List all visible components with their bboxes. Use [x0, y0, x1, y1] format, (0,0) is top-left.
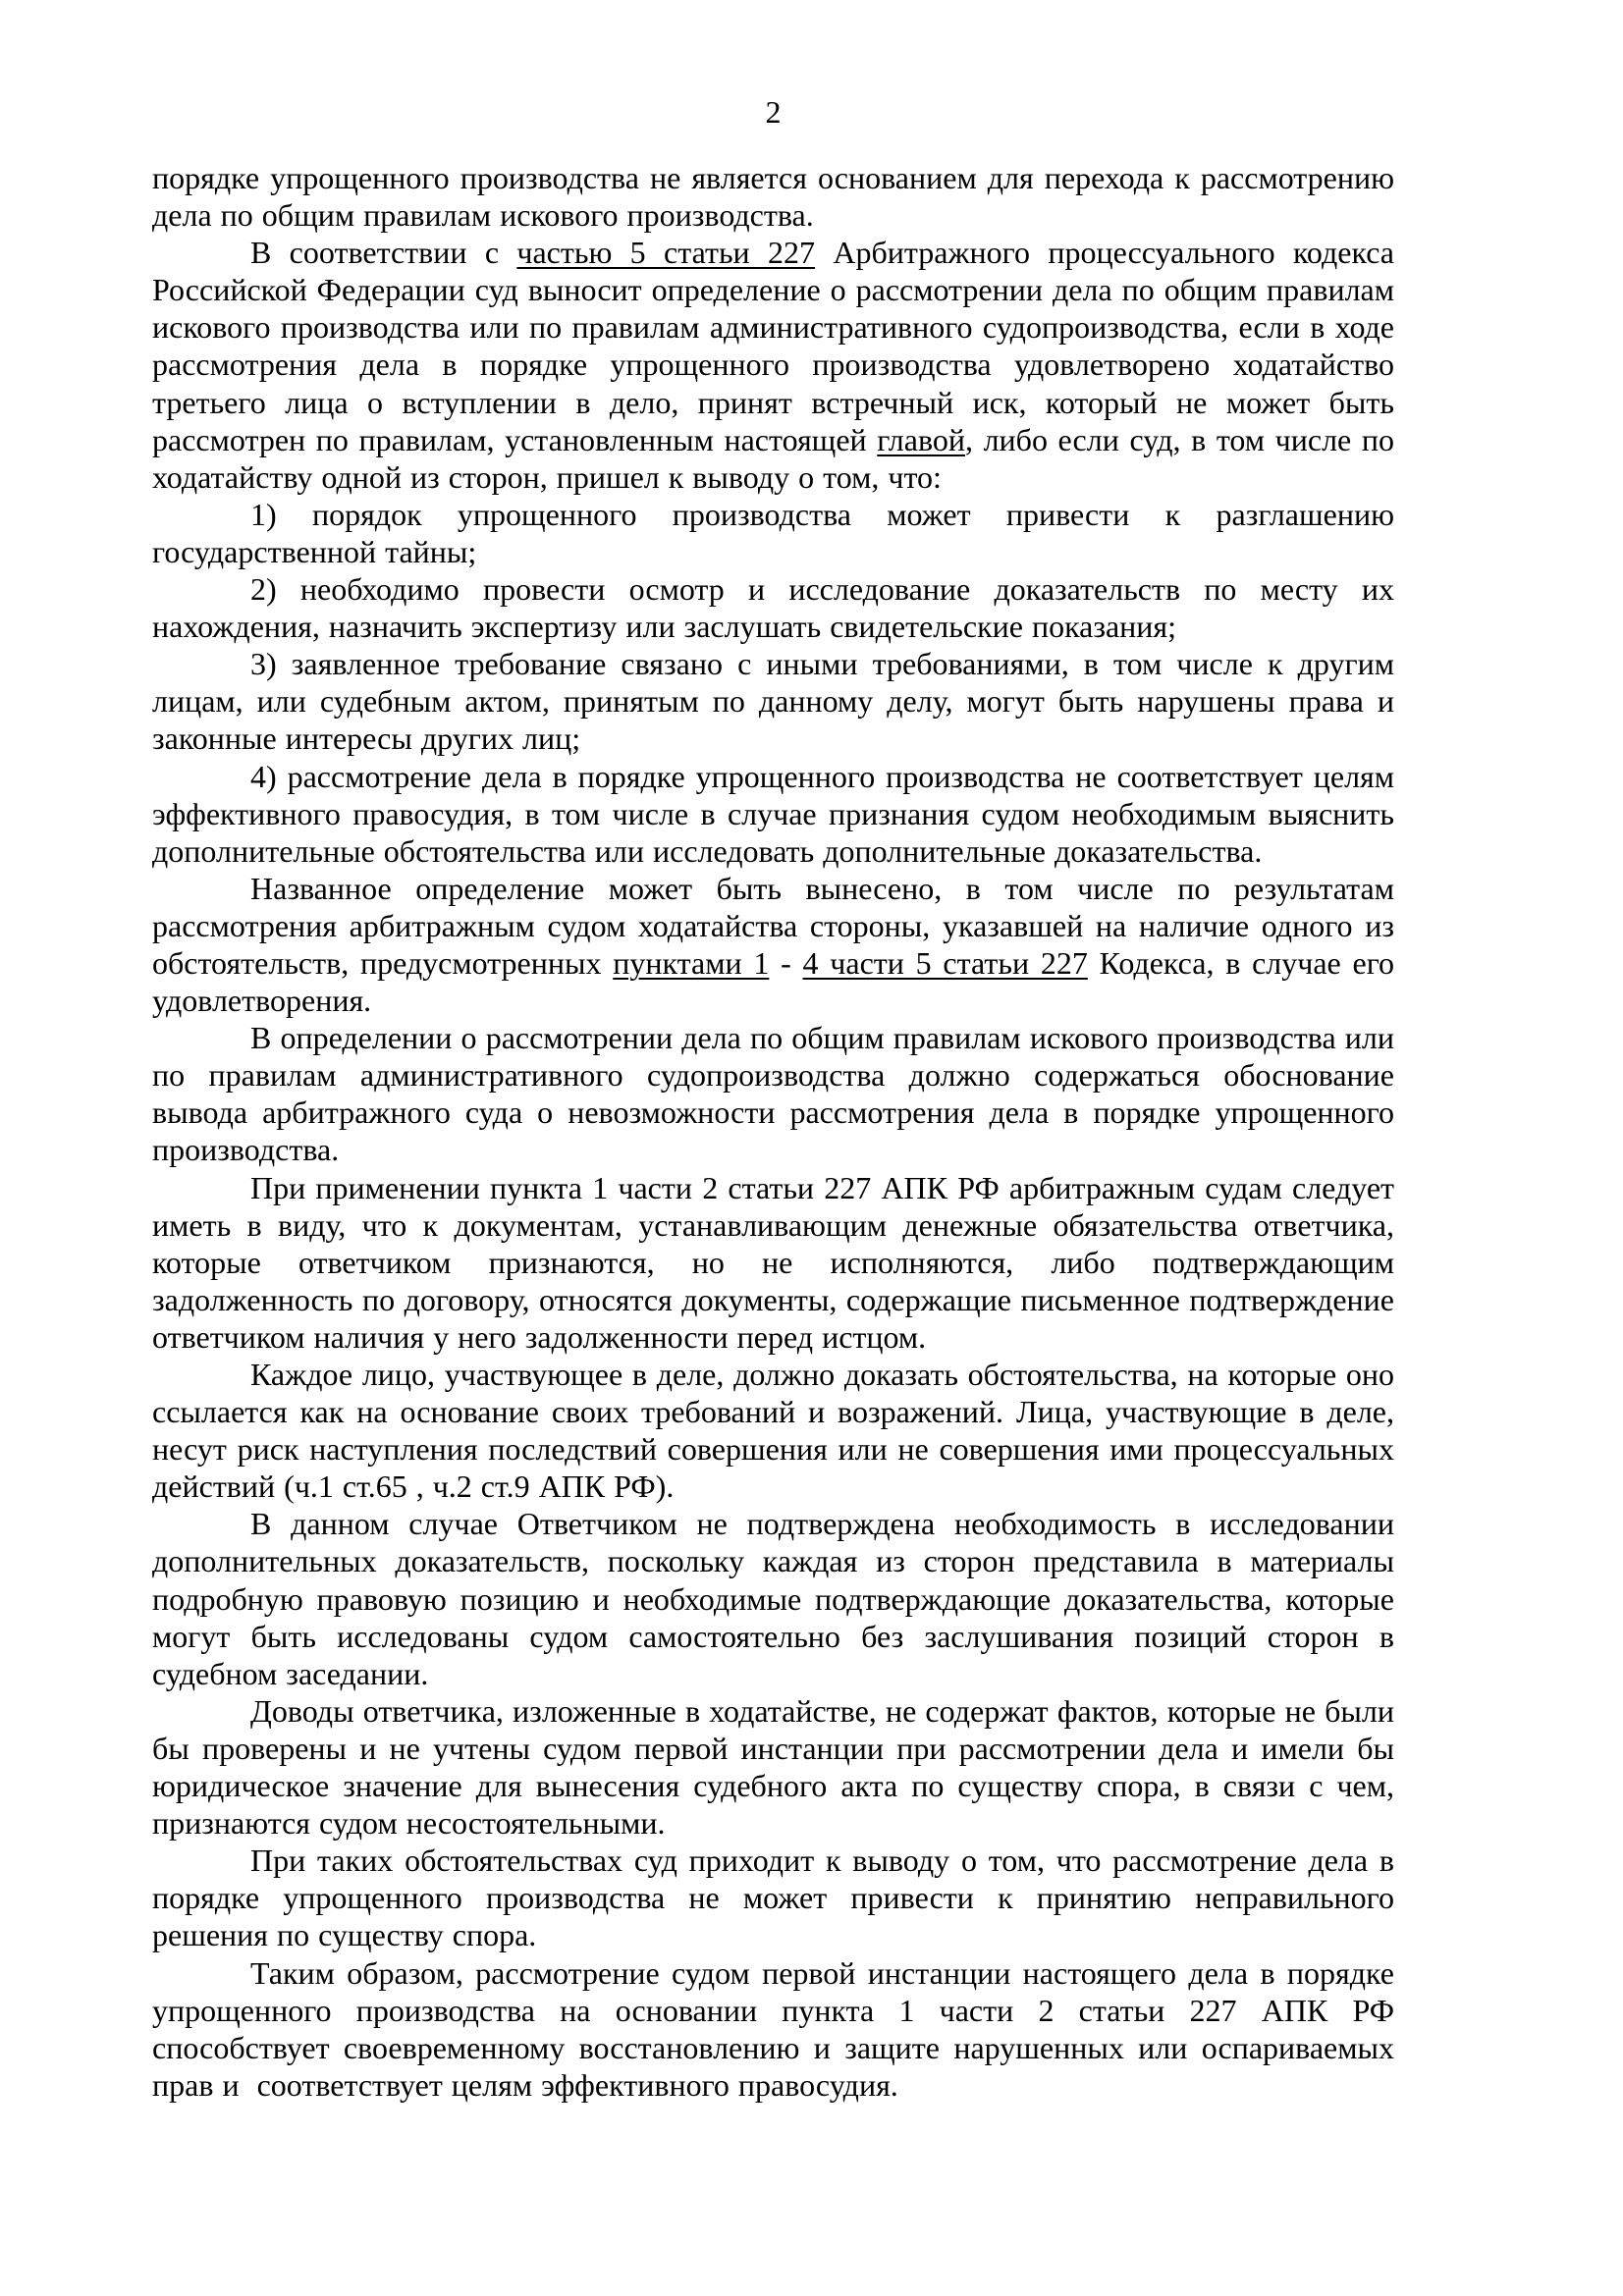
para-point-3: [152, 645, 1394, 757]
text-run: При таких обстоятельствах суд приходит к выводу о том, что рассмотрение дела в порядке упрощенного производства не может привести к принятию неправильного решения по существу спора.: [152, 1842, 1394, 1953]
para-intro-continuation: [152, 159, 1394, 234]
text-run: В определении о рассмотрении дела по общим правилам искового производства или по правилам административного судопроизводства должно содержаться обоснование вывода арбитражного суда о невозможности рассмотрения дела в порядке упрощенного производства.: [152, 1020, 1394, 1168]
text-run: В данном случае Ответчиком не подтверждена необходимость в исследовании дополнительных доказательств, поскольку каждая из сторон представила в материалы подробную правовую позицию и необходимые подтверждающие доказательства, которые могут быть исследованы судом самостоятельно без заслушивания позиций сторон в судебном заседании.: [152, 1506, 1394, 1691]
text-run: -: [769, 944, 803, 981]
para-determination-content: [152, 1019, 1394, 1168]
para-apk-application: [152, 1169, 1394, 1356]
text-run: Арбитражного процессуального кодекса Российской Федерации суд выносит определение о рассмотрении дела по общим правилам искового производства или по правилам административного судопроизводства, если в ходе рассмотрения дела в порядке упрощенного производства удовлетворено ходатайство третьего лица о вступлении в дело, принят встречный иск, который не может быть рассмотрен по правилам, установленным настоящей: [152, 235, 1394, 457]
underlined-legal-reference: 4 части 5 статьи 227: [802, 944, 1088, 981]
page-number: 2: [765, 94, 782, 130]
text-run: порядке упрощенного производства не является основанием для перехода к рассмотрению дела по общим правилам искового производства.: [152, 160, 1394, 234]
text-run: 1) порядок упрощенного производства может привести к разглашению государственной тайны;: [152, 496, 1394, 569]
text-run: В соответствии с: [250, 235, 517, 271]
text-run: Таким образом, рассмотрение судом первой инстанции настоящего дела в порядке упрощенного производства на основании пункта 1 части 2 статьи 227 АПК РФ способствует своевременному восстановлению и защите нарушенных или оспариваемых прав и соответствует целям эффективного правосудия.: [152, 1954, 1394, 2103]
text-run: При применении пункта 1 части 2 статьи 227 АПК РФ арбитражным судам следует иметь в виду, что к документам, устанавливающим денежные обязательства ответчика, которые ответчиком признаются, но не исполняются, либо подтверждающим задолженность по договору, относятся документы, содержащие письменное подтверждение ответчиком наличия у него задолженности перед истцом.: [152, 1169, 1394, 1355]
para-point-2: [152, 570, 1394, 645]
text-run: , либо если суд, в том числе по ходатайству одной из сторон, пришел к выводу о том, что:: [152, 421, 1395, 495]
text-run: Названное определение может быть вынесено, в том числе по результатам рассмотрения арбитражным судом ходатайства стороны, указавшей на наличие одного из обстоятельств, предусмотренных: [152, 870, 1394, 981]
underlined-legal-reference: главой: [877, 421, 965, 457]
para-respondent-arguments: [152, 1692, 1394, 1842]
underlined-legal-reference: частью 5 статьи 227: [516, 235, 815, 271]
para-respondent-evidence: [152, 1505, 1394, 1691]
para-burden-of-proof: [152, 1356, 1394, 1505]
document-body: [152, 159, 1394, 2104]
para-final-conclusion: [152, 1954, 1394, 2104]
text-run: 3) заявленное требование связано с иными требованиями, в том числе к другим лицам, или судебным актом, принятым по данному делу, могут быть нарушены права и законные интересы других лиц;: [152, 646, 1394, 757]
para-point-1: [152, 496, 1394, 570]
para-point-4: [152, 758, 1394, 870]
text-run: 2) необходимо провести осмотр и исследование доказательств по месту их нахождения, назначить экспертизу или заслушать свидетельские показания;: [152, 571, 1394, 645]
para-court-conclusion: [152, 1842, 1394, 1953]
text-run: Каждое лицо, участвующее в деле, должно доказать обстоятельства, на которые оно ссылается как на основание своих требований и возражений. Лица, участвующие в деле, несут риск наступления последствий совершения или не совершения ими процессуальных действий (ч.1 ст.65 , ч.2 ст.9 АПК РФ).: [152, 1357, 1394, 1505]
text-run: 4) рассмотрение дела в порядке упрощенного производства не соответствует целям эффективного правосудия, в том числе в случае признания судом необходимым выяснить дополнительные обстоятельства или исследовать дополнительные доказательства.: [152, 758, 1394, 869]
text-run: Доводы ответчика, изложенные в ходатайстве, не содержат фактов, которые не были бы проверены и не учтены судом первой инстанции при рассмотрении дела и имели бы юридическое значение для вынесения судебного акта по существу спора, в связи с чем, признаются судом несостоятельными.: [152, 1692, 1394, 1842]
underlined-legal-reference: пунктами 1: [613, 944, 770, 981]
para-determination-grounds: [152, 870, 1394, 1019]
para-article-227-part-5: [152, 234, 1394, 496]
text-run: Кодекса, в случае его удовлетворения.: [152, 944, 1395, 1019]
